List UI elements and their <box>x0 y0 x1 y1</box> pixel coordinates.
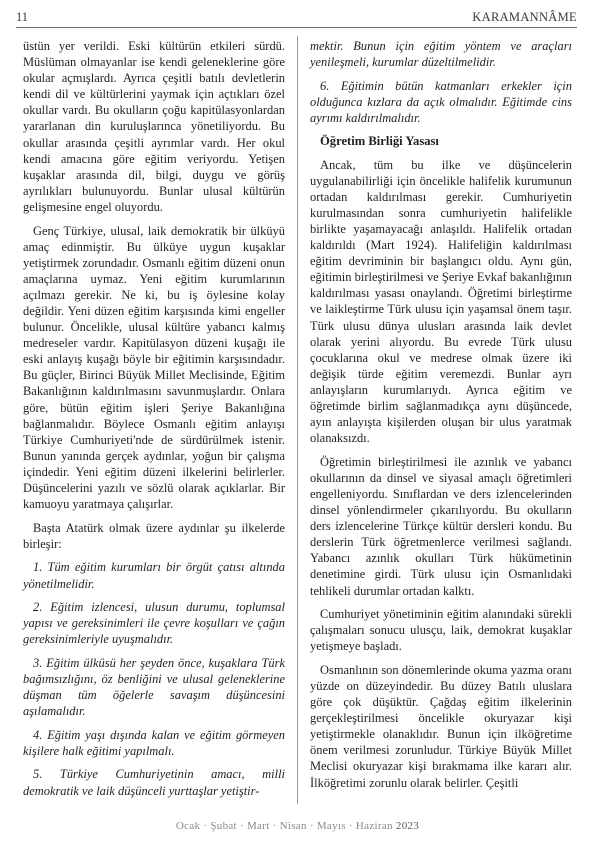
journal-title: KARAMANNÂME <box>472 10 577 24</box>
principle-item: 6. Eğitimin bütün katmanları erkekler için olduğunca kızlara da açık olmalıdır. Eğitimde cins ayrımı kaldırılmalıdır. <box>310 78 572 125</box>
body-paragraph: Osmanlının son dönemlerinde okuma yazma oranı yüzde on düzeyindedir. Bu düzey Batılı uluslara göre çok düşüktür. Çağdaş eğitim ilkelerinin gerçekleştirilmesi öncelikle okuryazar kişi yetiştirmekle olanaklıdır. Bunun için ilköğretime önem verilmesi zorunludur. Türkiye Büyük Millet Meclisi okuryazar kişi bırakmama ilke kararı alır. İlköğretimi zorunlu olarak belirler. Çeşitli <box>310 662 572 790</box>
principle-item: mektir. Bunun için eğitim yöntem ve araçları yenileşmeli, kurumlar düzeltilmelidir. <box>310 39 572 70</box>
body-paragraph: Öğretimin birleştirilmesi ile azınlık ve yabancı okullarının da dinsel ve siyasal amaçlı öğretimleri engelleniyordu. Sınıflardan ve ders izlencelerinden dinsel yönlendirmeler çıkarılıyordu. Bu okulların ders izlencelerine Türkçe kültür dersleri kondu. Bu derslerin Türk öğretmenlerce verilmesi sağlandı. Yabancı azınlık okulları Türk hükümetinin denetimine girdi. Türk ulusu için Osmanlıdaki tehlikeli durumlar ortadan kalktı. <box>310 454 572 598</box>
principle-item: 1. Tüm eğitim kurumları bir örgüt çatısı altında yönetilmelidir. <box>23 560 285 591</box>
body-paragraph: Cumhuriyet yönetiminin eğitim alanındaki sürekli çalışmaları sonucu ulusçu, laik, demokrat kuşaklar yetişmeye başladı. <box>310 607 572 654</box>
principle-item: 2. Eğitim izlencesi, ulusun durumu, toplumsal yapısı ve gereksinimleri ile çevre koşulları ve çağın gereksinimleriyle uyuşmalıdır. <box>23 600 285 647</box>
header-rule <box>16 27 577 28</box>
body-paragraph: üstün yer verildi. Eski kültürün etkileri sürdü. Müslüman olmayanlar ise kendi geleneklerine göre okular açmışlardı. Ayrıca çeşitli batılı devletlerin kendi dil ve kültürlerini yaymak için açtıkları özel okullar vardı. Bu okulların çoğu kapitülasyonlardan yararlanan din kuruluşlarınca yönetiliyordu. Bu okullar arasında çeşitli ayrımlar vardı. Her okul kendi amacına göre eğitim veriyordu. Yetişen kuşaklar arasında dil, bilgi, duygu ve görüş ayrılıkları bulunuyordu. Bunlar ulusal kültürün gelişmesine engel oluyordu. <box>23 39 285 214</box>
footer-months: Ocak · Şubat · Mart · Nisan · Mayıs · Haziran <box>175 820 393 832</box>
column-divider <box>297 36 298 804</box>
principle-item: 4. Eğitim yaşı dışında kalan ve eğitim görmeyen kişilere halk eğitimi yapılmalı. <box>23 727 285 758</box>
body-paragraph: Genç Türkiye, ulusal, laik demokratik bir ülküyü amaç edinmiştir. Bu ülküye uygun kuşaklar yetiştirmek zorundadır. Osmanlı eğitim düzeni onun amaçlarına uymaz. Yeni eğitim kurumlarının açılmazı gerekir. Ne ki, bu iş öylesine kolay değildir. Yeni düzen eğitim karşısında kimi engeller bulunur. Öncelikle, ulusal kültüre yabancı kalmış medreseler vardır. Kapitülasyon düzeni kuşağı ile eski anlayış kuşağı böyle bir eğitimin karşısındadır. Bu güçler, Birinci Büyük Millet Meclisinde, Eğitim Bakanlığının kaldırılmasını savunmuşlardır. Onlara göre, bütün eğitim işleri Şeriye Bakanlığına bağlanmalıdır. Böylece Osmanlı eğitim anlayışı Türkiye Cumhuriyeti'nde de sürdürülmek istenir. Bunun yanında gerçek aydınlar, yoğun bir çalışma içindedir. Yeni eğitim düzeni ilkelerini belirlerler. Düşüncelerini yazılı ve sözlü olarak açıklarlar. Bir kamuoyu yaratmaya çalışırlar. <box>23 223 285 512</box>
right-column <box>310 38 572 798</box>
body-paragraph: Ancak, tüm bu ilke ve düşüncelerin uygulanabilirliği için öncelikle halifelik kurumunun ortadan kaldırılması gerekir. Cumhuriyetin kurulmasından sonra cumhuriyetin halifelikle birlikte yaşamayacağı anlaşıldı. Halifelik ortadan kaldırıldı (Mart 1924). Halifeliğin kaldırılması eğitim devriminin bir başlangıcı oldu. Aynı gün, eğitimin birleştirilmesi ve Şeriye Evkaf bakanlığının kaldırılması yasası onaylandı. Öğretimi birleştirme ve laikleştirme Türk ulusu için yaşamsal önem taşır. Türk ulusu dünya ulusları arasında laik devlet olarak yerini alıyordu. Bu evrede Türk ulusu çocuklarına okul ve medrese olmak üzere iki değişik türde eğitim veremezdi. Bunlar ayrı anlayışların kurumlarıydı. Ayrıca eğitim ve öğretimde birlim sağlanmadıkça aynı düşüncede, ayın anlayışta kişilerden oluşan bir ulus yaratmak olanaksızdı. <box>310 157 572 446</box>
page-number: 11 <box>16 10 29 24</box>
principle-item: 5. Türkiye Cumhuriyetinin amacı, milli demokratik ve laik düşünceli yurttaşlar yetiştir- <box>23 767 285 798</box>
body-paragraph: Başta Atatürk olmak üzere aydınlar şu ilkelerde birleşir: <box>23 520 285 551</box>
left-column <box>23 38 285 806</box>
footer-year: 2023 <box>395 820 420 832</box>
page-header <box>16 10 577 24</box>
page-footer <box>0 820 595 832</box>
section-title: Öğretim Birliği Yasası <box>320 134 439 149</box>
principle-item: 3. Eğitim ülküsü her şeyden önce, kuşaklara Türk bağımsızlığını, öz benliğini ve ulusal geleneklerine düşman tüm öğelerle savaşım düşüncesini aşılamalıdır. <box>23 655 285 719</box>
